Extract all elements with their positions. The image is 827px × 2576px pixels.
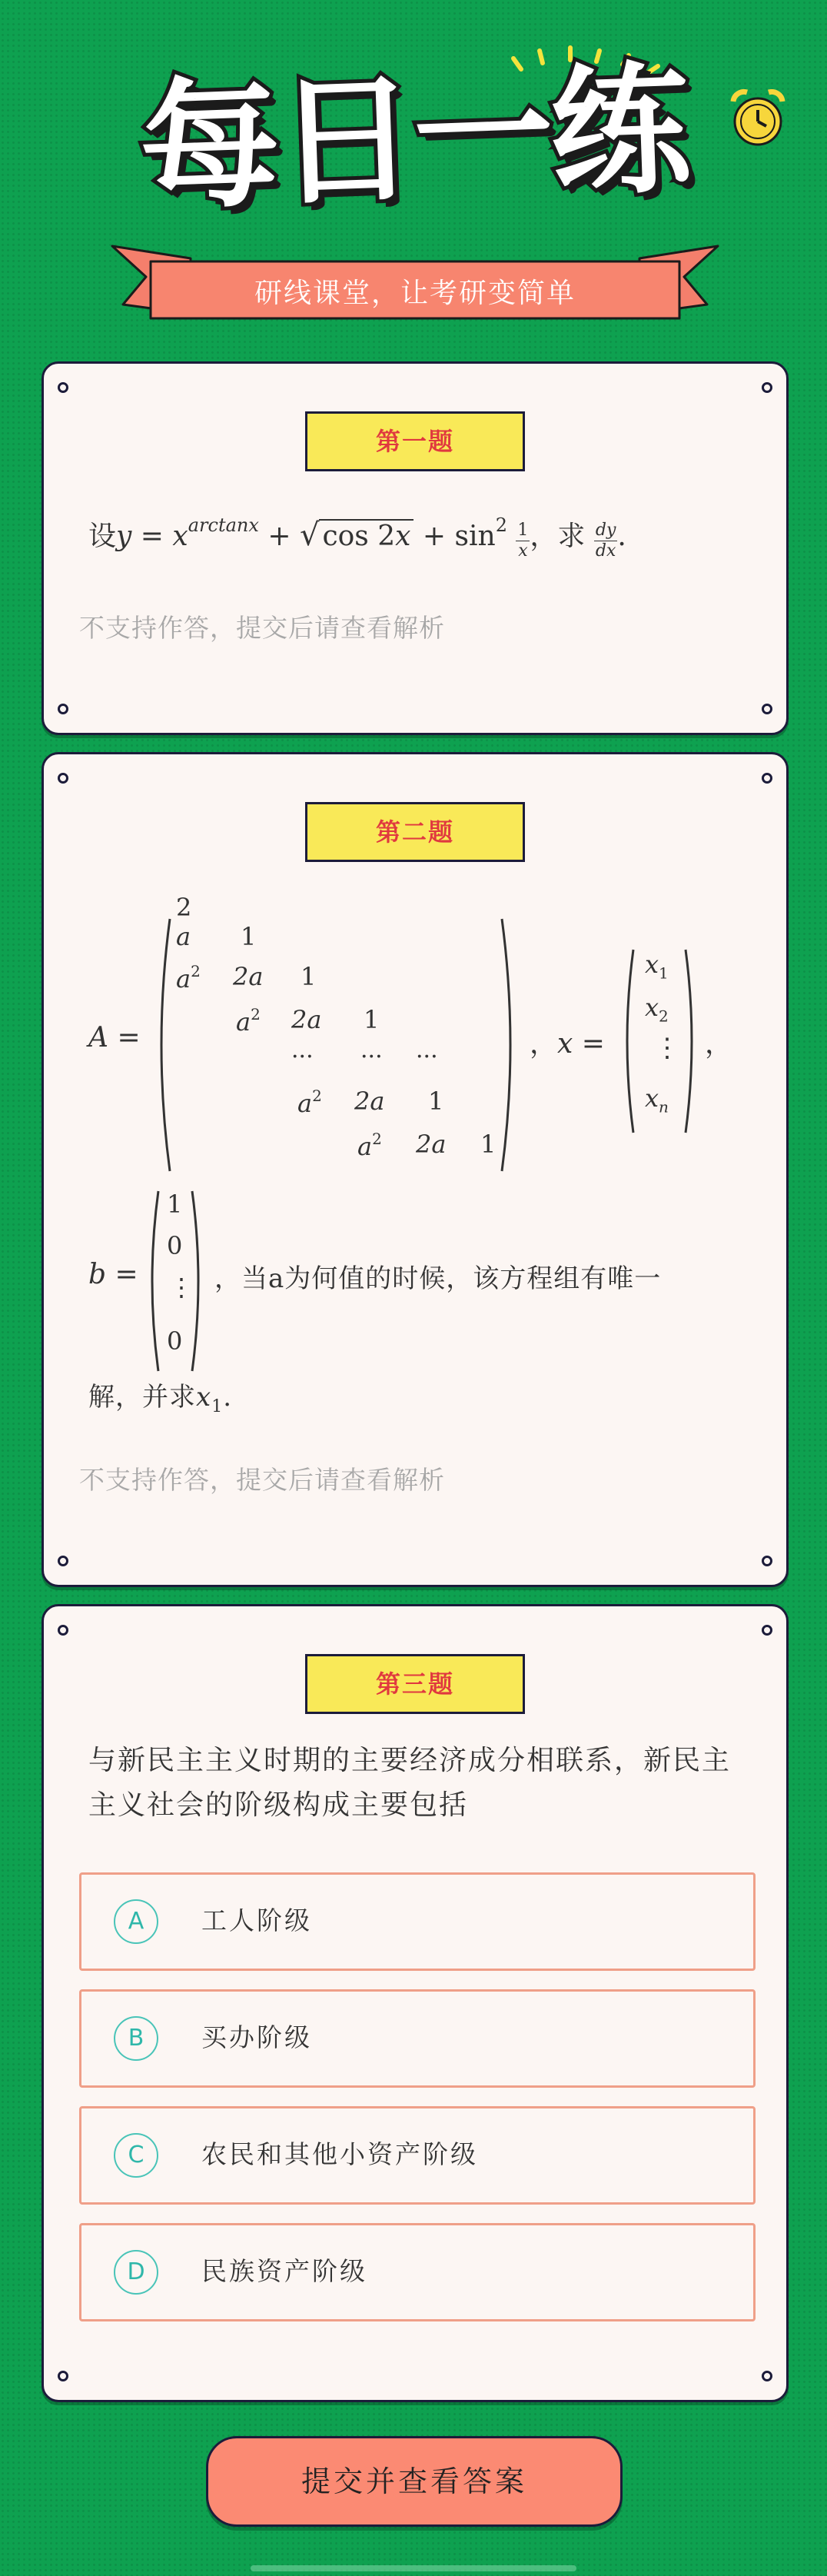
b-vector-cell: 1 xyxy=(167,1190,183,1219)
question-number-badge: 第一题 xyxy=(305,411,525,471)
rivet-icon xyxy=(58,382,68,393)
alarm-clock-icon xyxy=(722,83,793,154)
b-vector-cell: 0 xyxy=(167,1326,183,1356)
rivet-icon xyxy=(762,1556,772,1566)
x-vector-cell xyxy=(645,993,669,1025)
var-x: x xyxy=(172,521,188,552)
subscript: 1 xyxy=(211,1396,224,1416)
rivet-icon xyxy=(762,773,772,784)
plus: + xyxy=(258,521,300,552)
matrix-cell: 2a xyxy=(354,1087,385,1116)
matrix-cell: 1 xyxy=(241,922,257,951)
matrix-cell xyxy=(233,962,263,991)
matrix-dots: ··· xyxy=(360,1043,383,1070)
x-vector-cell xyxy=(645,1083,669,1116)
left-paren-icon xyxy=(144,1188,161,1374)
matrix-cell: 1 xyxy=(301,962,317,991)
exponent: 2 xyxy=(191,962,201,980)
subscript: n xyxy=(659,1097,669,1117)
derivative-fraction xyxy=(594,521,618,561)
matrix-cell xyxy=(357,1130,382,1161)
rivet-icon xyxy=(762,382,772,393)
matrix-cell: 2a xyxy=(291,1005,322,1034)
option-text: 买办阶级 xyxy=(201,2022,312,2052)
option-d[interactable] xyxy=(79,2223,756,2321)
rivet-icon xyxy=(58,2371,68,2381)
numerator: dy xyxy=(595,521,616,540)
left-paren-icon xyxy=(150,916,173,1174)
text: ， xyxy=(530,1028,558,1060)
exponent: 2 xyxy=(495,514,507,536)
rivet-icon xyxy=(762,704,772,714)
matrix-cell: 2 xyxy=(176,893,192,922)
matrix-cell xyxy=(236,1005,261,1037)
matrix-cell: 1 xyxy=(364,1005,380,1034)
rivet-icon xyxy=(762,2371,772,2381)
rivet-icon xyxy=(58,773,68,784)
sqrt-body xyxy=(319,519,414,552)
text: ，求 xyxy=(530,521,586,552)
option-c[interactable] xyxy=(79,2106,756,2205)
matrix-cell: 2a xyxy=(416,1130,447,1159)
equals: = xyxy=(131,521,173,552)
answer-unsupported-note: 不支持作答，提交后请查看解析 xyxy=(79,613,445,643)
home-indicator xyxy=(251,2565,576,2571)
option-text: 民族资产阶级 xyxy=(201,2256,367,2286)
equals: = xyxy=(108,1022,141,1053)
text: x xyxy=(645,950,659,979)
b-vector-cell: 0 xyxy=(167,1231,183,1260)
period: . xyxy=(223,1382,232,1413)
matrix-cell: 1 xyxy=(480,1130,497,1159)
matrix-dots: ··· xyxy=(291,1043,314,1070)
sqrt-icon: √ xyxy=(299,518,320,553)
period: . xyxy=(617,521,626,552)
x-vector-cell xyxy=(645,950,669,982)
x-vector-label xyxy=(530,1022,605,1061)
exponent: 2 xyxy=(312,1087,322,1105)
option-letter: A xyxy=(114,1899,158,1944)
text: 设 xyxy=(88,521,117,552)
cos-term: cos 2 xyxy=(322,521,396,552)
var-x: x xyxy=(557,1028,573,1060)
option-a[interactable] xyxy=(79,1872,756,1971)
matrix-cell xyxy=(176,962,201,993)
matrix-cell xyxy=(297,1087,322,1118)
question-number-badge: 第三题 xyxy=(305,1654,525,1714)
denominator: dx xyxy=(595,541,616,561)
sin-term: + sin xyxy=(414,521,496,552)
left-paren-icon xyxy=(619,947,636,1136)
b-vector-label xyxy=(88,1259,138,1290)
question-card-2 xyxy=(42,752,789,1587)
rivet-icon xyxy=(58,704,68,714)
vertical-dots: ⋮ xyxy=(169,1273,194,1302)
var-x: x xyxy=(196,1382,212,1413)
answer-unsupported-note: 不支持作答，提交后请查看解析 xyxy=(79,1465,445,1495)
option-letter: C xyxy=(114,2133,158,2178)
equals: = xyxy=(106,1259,138,1290)
text: x xyxy=(645,1083,659,1113)
question-card-1 xyxy=(42,361,789,735)
matrix-dots: ··· xyxy=(416,1043,438,1070)
var-A: A xyxy=(88,1022,108,1053)
subscript: 2 xyxy=(659,1007,669,1026)
var-x: x xyxy=(395,521,411,552)
option-b[interactable] xyxy=(79,1989,756,2088)
var-b: b xyxy=(88,1259,107,1290)
right-paren-icon xyxy=(499,916,522,1174)
denominator: x xyxy=(518,541,528,561)
option-letter: B xyxy=(114,2016,158,2061)
matrix-cell: 1 xyxy=(428,1087,444,1116)
submit-button[interactable]: 提交并查看答案 xyxy=(206,2436,623,2527)
page-title: 每日一练 xyxy=(137,47,690,230)
fraction xyxy=(516,521,530,561)
text: x xyxy=(645,993,659,1022)
rivet-icon xyxy=(58,1556,68,1566)
question-text xyxy=(88,1376,232,1416)
question-text xyxy=(88,514,626,561)
equals: = xyxy=(573,1028,605,1060)
text: ， xyxy=(705,1028,733,1060)
rivet-icon xyxy=(762,1625,772,1636)
text: a xyxy=(357,1132,373,1161)
option-text: 农民和其他小资产阶级 xyxy=(201,2139,478,2169)
numerator: 1 xyxy=(517,521,529,540)
text: 2a xyxy=(233,962,264,991)
question-card-3 xyxy=(42,1604,789,2402)
question-text: 与新民主主义时期的主要经济成分相联系，新民主主义社会的阶级构成主要包括 xyxy=(88,1745,732,1821)
text: 解，并求 xyxy=(88,1382,196,1413)
question-text: ，当a为何值的时候，该方程组有唯一 xyxy=(214,1263,662,1294)
text: a xyxy=(236,1007,251,1037)
exponent: arctanx xyxy=(188,514,259,536)
exponent: 2 xyxy=(372,1130,382,1148)
right-paren-icon xyxy=(683,947,700,1136)
slogan-text: 研线课堂，让考研变简单 xyxy=(254,278,576,309)
vertical-dots: ⋮ xyxy=(654,1033,680,1063)
option-letter: D xyxy=(114,2250,158,2295)
text: a xyxy=(297,1089,313,1118)
option-text: 工人阶级 xyxy=(201,1905,312,1935)
exponent: 2 xyxy=(251,1005,261,1023)
subscript: 1 xyxy=(659,964,669,983)
matrix-cell: a xyxy=(176,922,191,951)
rivet-icon xyxy=(58,1625,68,1636)
question-number-badge: 第二题 xyxy=(305,802,525,862)
text: a xyxy=(176,964,191,993)
var-y: y xyxy=(116,521,132,552)
